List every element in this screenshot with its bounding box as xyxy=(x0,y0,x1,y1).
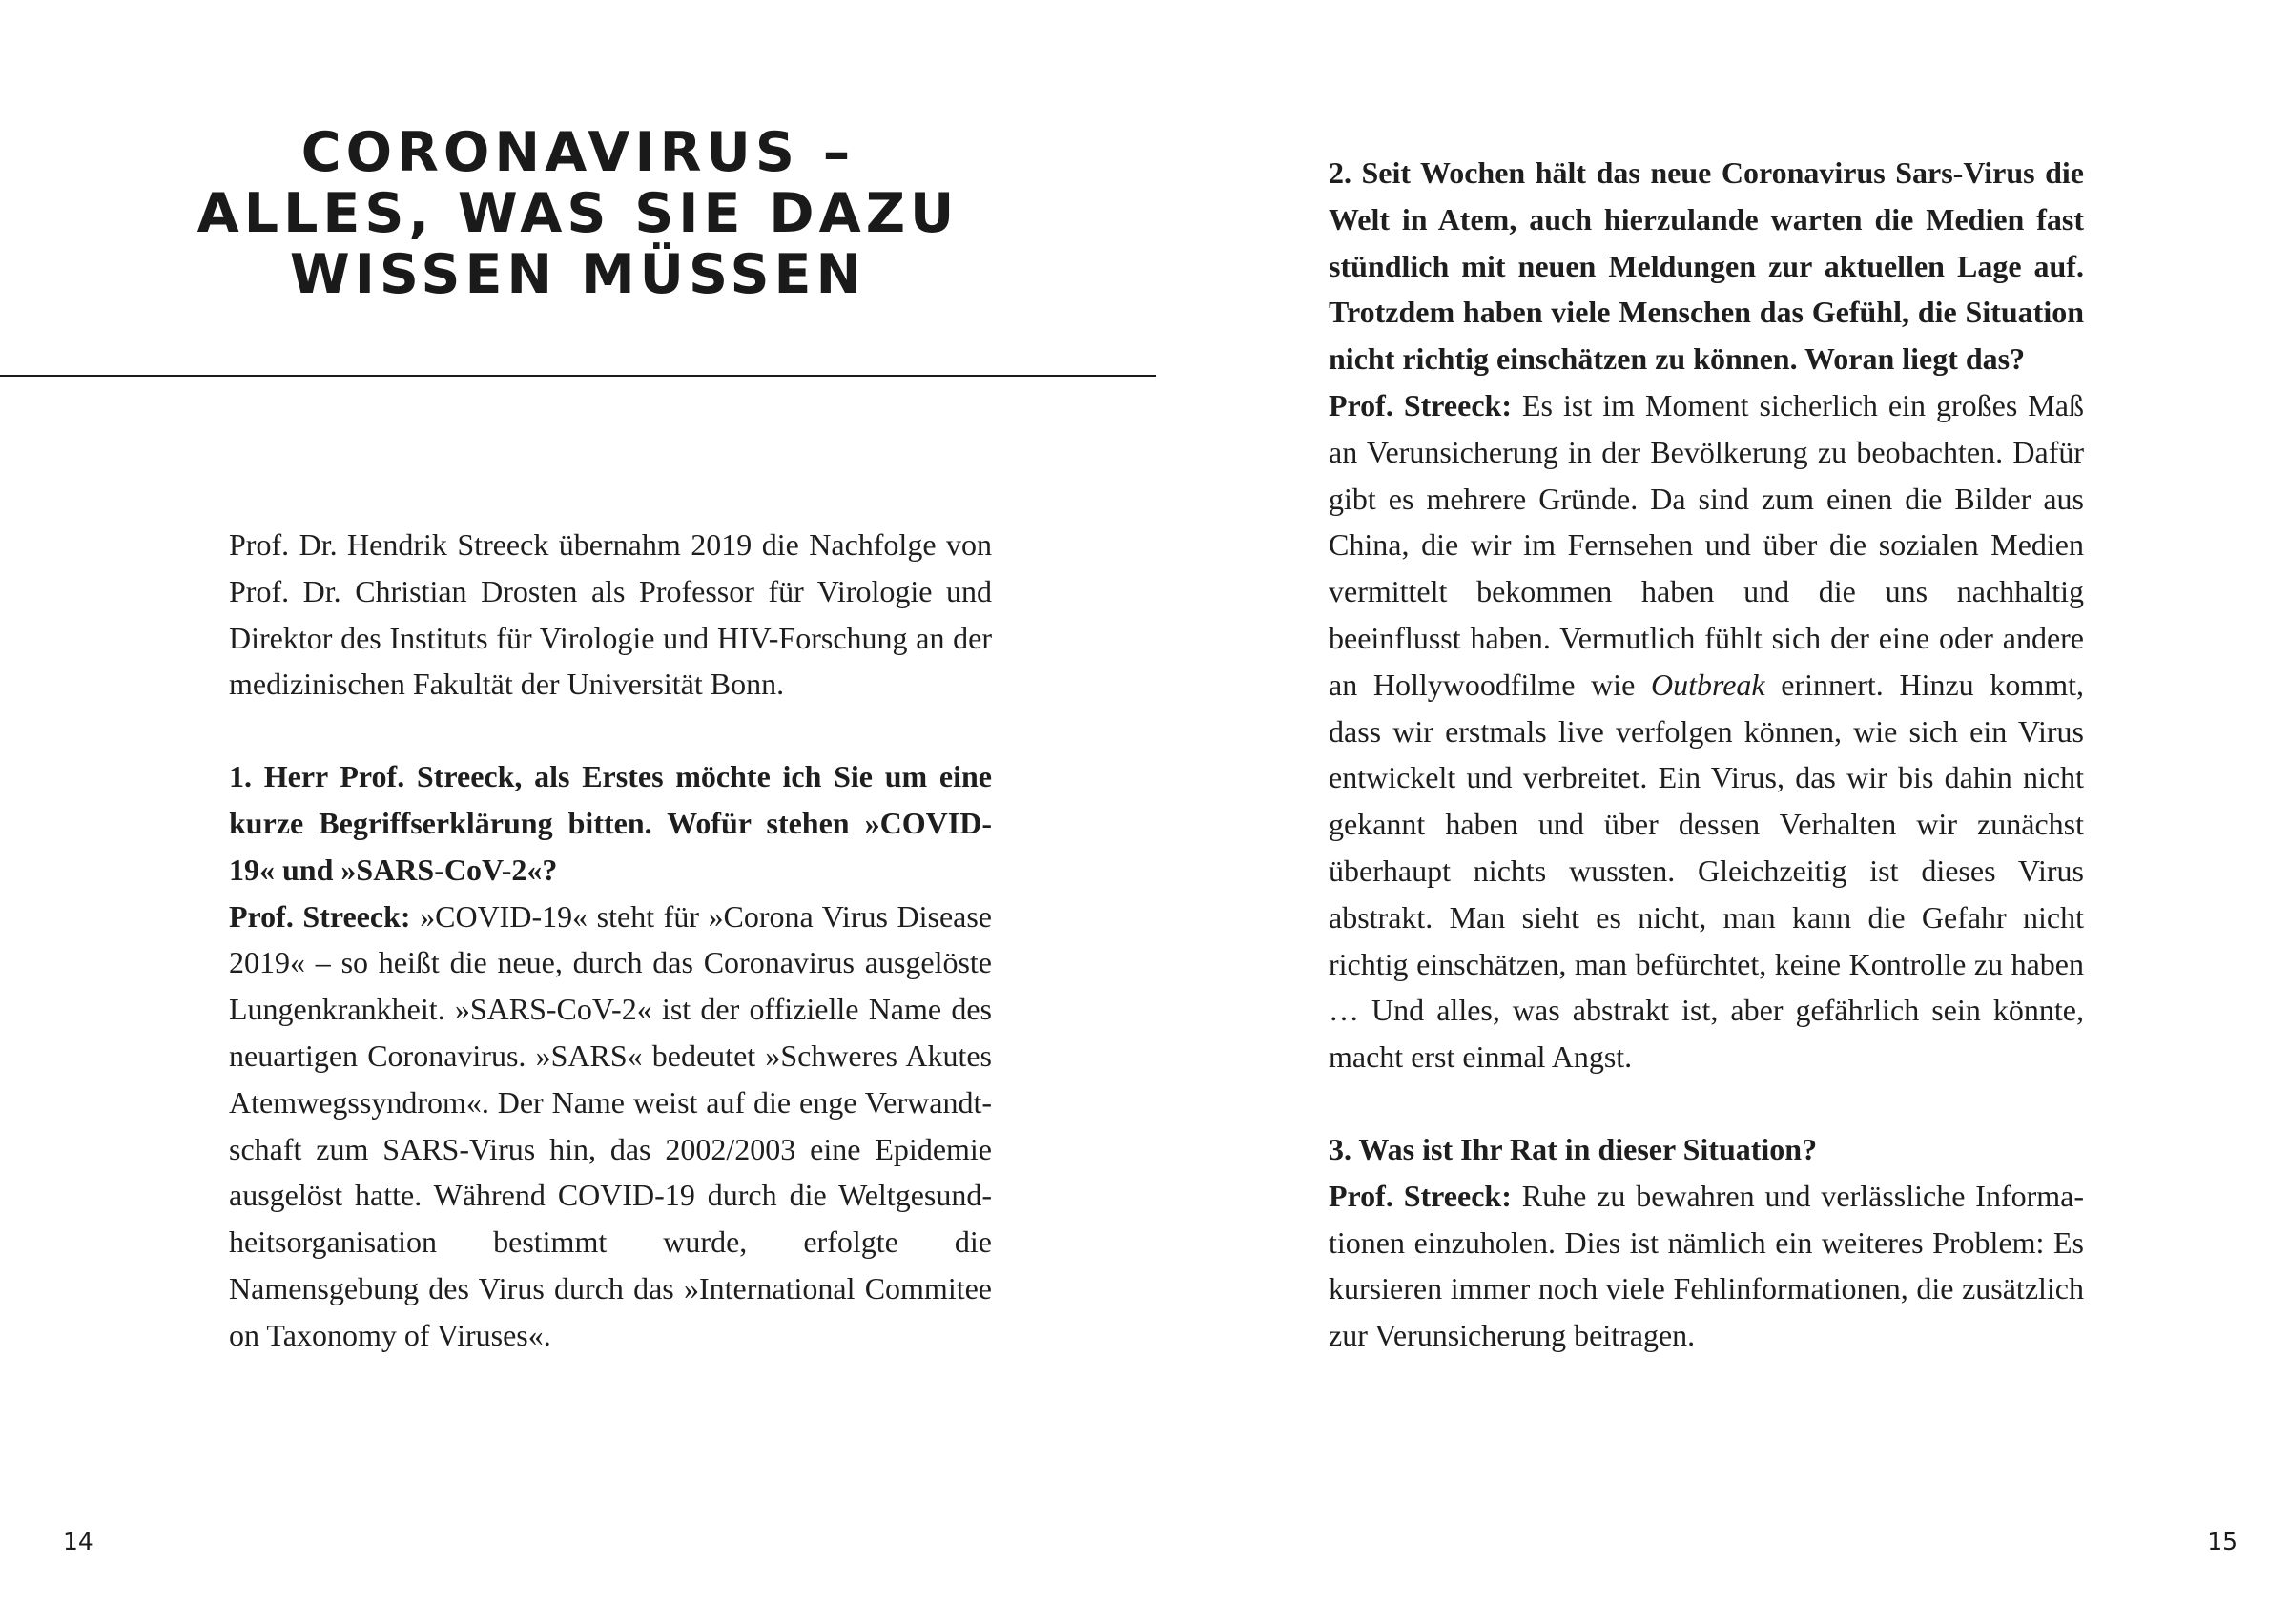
page-number-right: 15 xyxy=(2207,1528,2237,1555)
answer-2-text-part-2: erinnert. Hinzu kommt, dass wir erstmals live verfolgen können, wie sich ein Virus entwickelt und verbreitet. Ein Virus, das wir bis dahin nicht gekannt haben und über dessen Verhalten wir zunächst überhaupt nichts wussten. Gleichzeitig ist dieses Virus abstrakt. Man sieht es nicht, man kann die Gefahr nicht richtig einschätzen, man befürchtet, keine Kontrolle zu haben … Und alles, was abstrakt ist, aber gefährlich sein könnte, macht erst einmal Angst. xyxy=(1329,667,2085,1075)
left-page-text-column xyxy=(229,522,992,1359)
answer-3 xyxy=(1329,1173,2084,1359)
question-2: 2. Seit Wochen hält das neue Coronavirus Sars-Virus die Welt in Atem, auch hierzulande warten die Medien fast stündlich mit neuen Meldungen zur aktuellen Lage auf. Trotzdem haben viele Menschen das Gefühl, die Situation nicht richtig einschätzen zu können. Woran liegt das? xyxy=(1329,155,2084,377)
question-3: 3. Was ist Ihr Rat in dieser Situation? xyxy=(1329,1131,1818,1166)
speaker-label: Prof. Streeck: xyxy=(1329,387,1512,422)
answer-1-text: »COVID-19« steht für »Corona Virus Disease 2019« – so heißt die neue, durch das Coronavirus ausgelöste Lungenkrankheit. »SARS-CoV-2« ist der offizielle Name des neuartigen Coronavirus. »SARS« bedeutet »Schweres Akutes Atemwegssyndrom«. Der Name weist auf die enge Verwandtschaft zum SARS-Virus hin, das 2002/2003 eine Epidemie ausgelöst hatte. Während COVID-19 durch die Weltgesundheitsorganisation bestimmt wurde, erfolgte die Namensgebung des Virus durch das »International Commitee on Taxonomy of Viruses«. xyxy=(229,898,993,1352)
paragraph-gap xyxy=(1329,1080,2084,1126)
speaker-label: Prof. Streeck: xyxy=(1329,1178,1512,1213)
chapter-title-line-1: CORONAVIRUS – xyxy=(300,121,856,184)
paragraph-gap xyxy=(229,708,992,753)
question-1: 1. Herr Prof. Streeck, als Erstes möchte ich Sie um eine kurze Begriffserklärung bitten. Wofür stehen »COVID-19« und »SARS-CoV-2«? xyxy=(229,759,992,887)
chapter-title-line-2: ALLES, WAS SIE DAZU xyxy=(196,182,959,245)
chapter-title xyxy=(0,122,1156,305)
right-page-text-column xyxy=(1329,150,2084,1359)
speaker-label: Prof. Streeck: xyxy=(229,898,411,934)
page-number-left: 14 xyxy=(63,1528,93,1555)
intro-paragraph: Prof. Dr. Hendrik Streeck übernahm 2019 die Nachfolge von Prof. Dr. Christian Drosten als Professor für Virologie und Direktor des Instituts für Virologie und HIV-Forschung an der medizinischen Fakultät der Universität Bonn. xyxy=(229,527,992,702)
answer-2-text-part-1: Es ist im Moment sicherlich ein großes Maß an Verunsicherung in der Bevölkerung zu beobachten. Dafür gibt es mehrere Gründe. Da sind zum einen die Bilder aus China, die wir im Fernsehen und über die sozialen Medien vermittelt bekommen haben und die uns nachhaltig beeinflusst haben. Vermutlich fühlt sich der eine oder andere an Hollywoodfilme wie xyxy=(1329,387,2085,702)
answer-2-film-title: Outbreak xyxy=(1650,667,1765,702)
chapter-title-line-3: WISSEN MÜSSEN xyxy=(289,243,867,306)
title-divider-rule xyxy=(0,375,1156,377)
answer-1 xyxy=(229,894,992,1359)
answer-2 xyxy=(1329,382,2084,1080)
answer-3-text: Ruhe zu bewahren und verlässliche Informationen einzuholen. Dies ist nämlich ein weiteres Problem: Es kursieren immer noch viele Fehlinformationen, die zusätzlich zur Verunsicherung beitragen. xyxy=(1329,1178,2085,1353)
